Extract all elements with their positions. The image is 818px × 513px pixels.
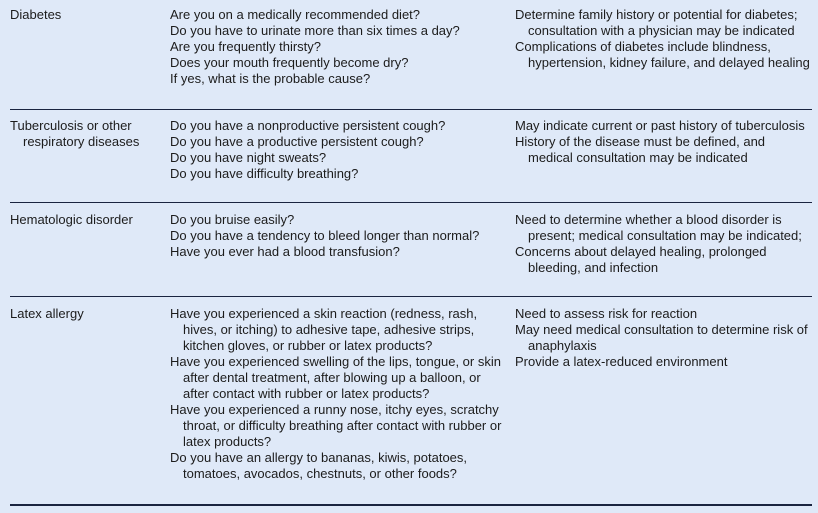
question-item: Have you experienced a skin reaction (redness, rash, hives, or itching) to adhesive tape, adhesive strips, kitchen gloves, or rubber or latex products? [170, 306, 478, 353]
significance-item: May need medical consultation to determine risk of anaphylaxis [515, 322, 808, 353]
question-item: Do you have night sweats? [170, 150, 327, 165]
question-item: Have you ever had a blood transfusion? [170, 244, 400, 259]
question-item: Are you on a medically recommended diet? [170, 7, 421, 22]
question-item: Have you experienced a runny nose, itchy eyes, scratchy throat, or difficulty breathing after contact with rubber or latex products? [170, 402, 502, 449]
table-row-latex-allergy [10, 296, 812, 504]
question-item: Do you have difficulty breathing? [170, 166, 359, 181]
questions-cell [170, 212, 515, 296]
condition-label: Hematologic disorder [10, 212, 133, 227]
question-item: Do you have to urinate more than six times a day? [170, 23, 460, 38]
table-row-diabetes [10, 0, 812, 109]
question-item: Do you bruise easily? [170, 212, 295, 227]
condition-cell [10, 212, 170, 296]
question-item: Do you have an allergy to bananas, kiwis, potatoes, tomatoes, avocados, chestnuts, or other foods? [170, 450, 468, 481]
table-row-tuberculosis [10, 109, 812, 202]
health-history-table [10, 0, 812, 506]
condition-label: Tuberculosis or other respiratory diseases [10, 118, 140, 149]
condition-cell [10, 118, 170, 202]
condition-label: Latex allergy [10, 306, 84, 321]
significance-cell [515, 7, 812, 109]
questions-cell [170, 7, 515, 109]
significance-item: Need to determine whether a blood disorder is present; medical consultation may be indicated; [515, 212, 802, 243]
significance-item: Complications of diabetes include blindness, hypertension, kidney failure, and delayed healing [515, 39, 810, 70]
questions-cell [170, 306, 515, 504]
significance-cell [515, 118, 812, 202]
significance-item: History of the disease must be defined, and medical consultation may be indicated [515, 134, 766, 165]
question-item: If yes, what is the probable cause? [170, 71, 371, 86]
question-item: Does your mouth frequently become dry? [170, 55, 409, 70]
question-item: Have you experienced swelling of the lips, tongue, or skin after dental treatment, after blowing up a balloon, or after contact with rubber or latex products? [170, 354, 501, 401]
condition-cell [10, 7, 170, 109]
significance-item: Need to assess risk for reaction [515, 306, 698, 321]
question-item: Do you have a nonproductive persistent cough? [170, 118, 446, 133]
significance-item: May indicate current or past history of tuberculosis [515, 118, 805, 133]
question-item: Do you have a tendency to bleed longer than normal? [170, 228, 480, 243]
questions-cell [170, 118, 515, 202]
question-item: Are you frequently thirsty? [170, 39, 322, 54]
condition-cell [10, 306, 170, 504]
significance-item: Determine family history or potential for diabetes; consultation with a physician may be indicated [515, 7, 798, 38]
significance-item: Concerns about delayed healing, prolonged bleeding, and infection [515, 244, 767, 275]
table-row-hematologic [10, 202, 812, 296]
significance-cell [515, 306, 812, 504]
significance-cell [515, 212, 812, 296]
question-item: Do you have a productive persistent cough? [170, 134, 424, 149]
significance-item: Provide a latex-reduced environment [515, 354, 728, 369]
condition-label: Diabetes [10, 7, 62, 22]
